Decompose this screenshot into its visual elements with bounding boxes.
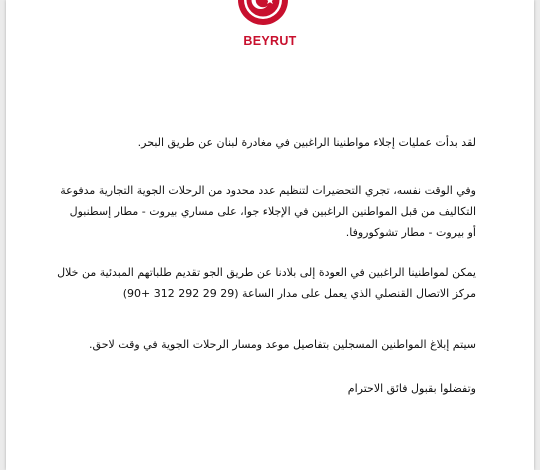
p2-line-2: التكاليف من قبل المواطنين الراغبين في الإجلاء جوا، على مساري بيروت - مطار إسطنبول bbox=[69, 205, 476, 218]
consular-call-center-phone: (90+ 312 292 29 29) bbox=[122, 287, 239, 300]
letter-page bbox=[6, 0, 534, 470]
turkish-emblem-seal bbox=[237, 0, 289, 26]
paragraph-application bbox=[56, 262, 476, 304]
consular-call-center-text: مركز الاتصال القنصلي الذي يعمل على مدار الساعة bbox=[242, 287, 476, 300]
paragraph-evacuation-sea bbox=[56, 132, 476, 153]
paragraph-notification bbox=[56, 334, 476, 355]
embassy-city: BEYRUT bbox=[243, 34, 297, 48]
p4-text: سيتم إبلاغ المواطنين المسجلين بتفاصيل موعد ومسار الرحلات الجوية في وقت لاحق. bbox=[89, 338, 476, 351]
p3-line-1: يمكن لمواطنينا الراغبين في العودة إلى بلادنا عن طريق الجو تقديم طلباتهم المبدئية من خلال bbox=[57, 266, 476, 279]
p2-line-3: أو بيروت - مطار تشوكوروفا. bbox=[345, 226, 476, 239]
closing-salutation bbox=[56, 378, 476, 399]
p3-line-2 bbox=[123, 287, 476, 300]
p2-line-1: وفي الوقت نفسه، تجري التحضيرات لتنظيم عدد محدود من الرحلات الجوية التجارية مدفوعة bbox=[60, 184, 476, 197]
paragraph-flight-preparations bbox=[56, 180, 476, 243]
p5-text: وتفضلوا بقبول فائق الاحترام bbox=[347, 382, 476, 395]
p1-text: لقد بدأت عمليات إجلاء مواطنينا الراغبين في مغادرة لبنان عن طريق البحر. bbox=[137, 136, 476, 149]
